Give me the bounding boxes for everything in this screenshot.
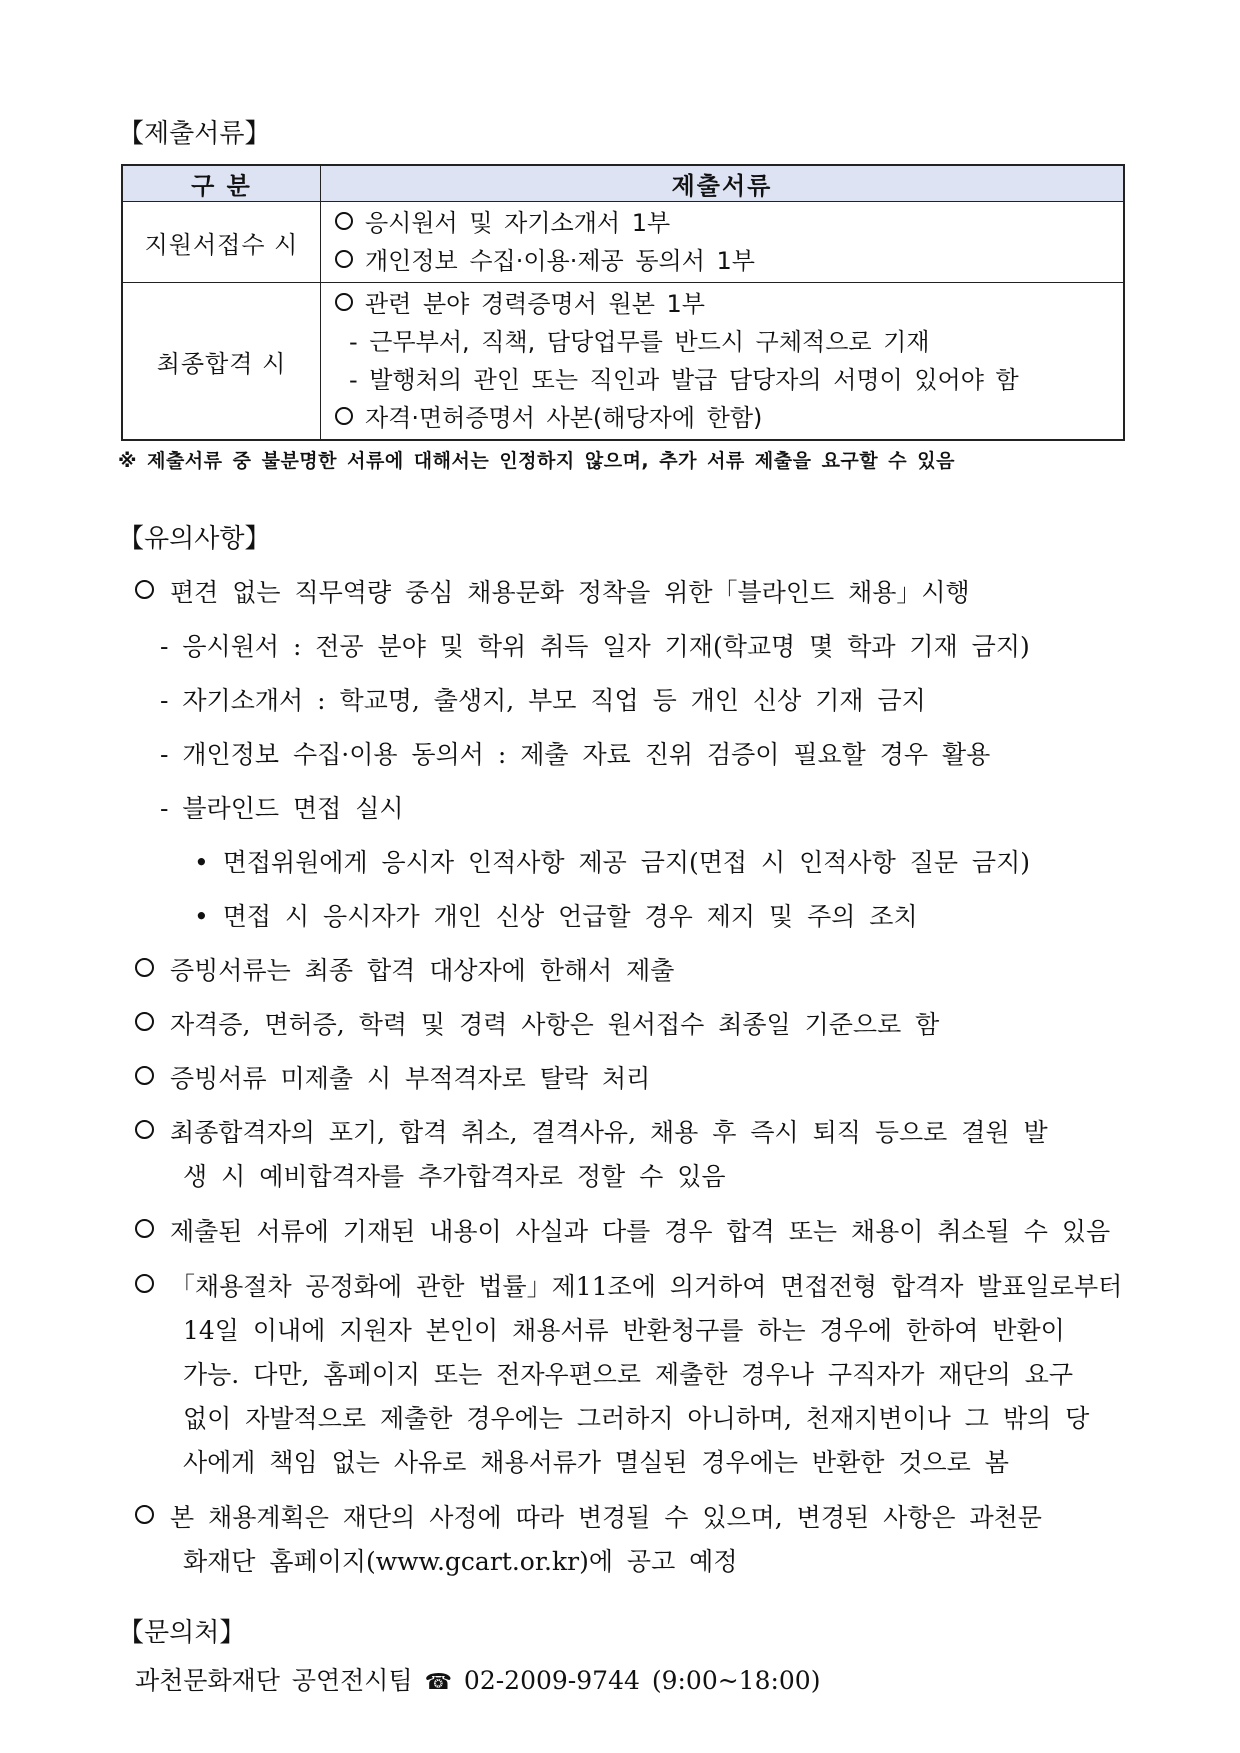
notice-subitem: - 응시원서 : 전공 분야 및 학위 취득 일자 기재(학교명 몇 학과 기재 금지) bbox=[160, 632, 1030, 661]
notice-dot-item: • 면접위원에게 응시자 인적사항 제공 금지(면접 시 인적사항 질문 금지) bbox=[194, 848, 1030, 877]
item-text: 개인정보 수집·이용·제공 동의서 1부 bbox=[365, 247, 755, 275]
notice-text: 증빙서류는 최종 합격 대상자에 한해서 제출 bbox=[170, 956, 675, 985]
table-header-row bbox=[122, 165, 1124, 202]
circle-bullet-icon bbox=[335, 407, 353, 425]
row-category-application: 지원서접수 시 bbox=[122, 202, 321, 283]
item-text: 응시원서 및 자기소개서 1부 bbox=[365, 209, 671, 237]
circle-bullet-icon bbox=[335, 212, 353, 230]
notice-item bbox=[135, 954, 674, 988]
notice-continuation: 생 시 예비합격자를 추가합격자로 정할 수 있음 bbox=[183, 1162, 726, 1191]
contact-org: 과천문화재단 공연전시팀 bbox=[135, 1666, 413, 1695]
notice-continuation: 14일 이내에 지원자 본인이 채용서류 반환청구를 하는 경우에 한하여 반환이 bbox=[183, 1316, 1065, 1345]
list-item bbox=[335, 399, 1123, 437]
notice-continuation: 가능. 다만, 홈페이지 또는 전자우편으로 제출한 경우나 구직자가 재단의 요구 bbox=[183, 1360, 1074, 1389]
list-item bbox=[335, 242, 1123, 280]
circle-bullet-icon bbox=[135, 958, 154, 977]
list-item bbox=[335, 204, 1123, 242]
notice-text: 제출된 서류에 기재된 내용이 사실과 다를 경우 합격 또는 채용이 취소될 수 있음 bbox=[170, 1217, 1111, 1246]
notice-subitem: - 자기소개서 : 학교명, 출생지, 부모 직업 등 개인 신상 기재 금지 bbox=[160, 686, 926, 715]
header-docs: 제출서류 bbox=[321, 165, 1125, 202]
notice-continuation: 없이 자발적으로 제출한 경우에는 그러하지 아니하며, 천재지변이나 그 밖의 당 bbox=[183, 1404, 1090, 1433]
row-docs-application bbox=[321, 202, 1125, 283]
notice-item bbox=[135, 1215, 1110, 1249]
contact-title: 【문의처】 bbox=[118, 1618, 246, 1648]
notice-continuation: 화재단 홈페이지(www.gcart.or.kr)에 공고 예정 bbox=[183, 1547, 738, 1576]
notice-title: 【유의사항】 bbox=[118, 524, 271, 554]
notice-text: 자격증, 면허증, 학력 및 경력 사항은 원서접수 최종일 기준으로 함 bbox=[170, 1010, 940, 1039]
notice-text: 「채용절차 공정화에 관한 법률」제11조에 의거하여 면접전형 합격자 발표일로부터 bbox=[170, 1272, 1123, 1301]
circle-bullet-icon bbox=[335, 250, 353, 268]
circle-bullet-icon bbox=[135, 1120, 154, 1139]
notice-dot-item: • 면접 시 응시자가 개인 신상 언급할 경우 제지 및 주의 조치 bbox=[194, 902, 918, 931]
notice-subitem: - 블라인드 면접 실시 bbox=[160, 794, 404, 823]
submit-docs-table bbox=[121, 164, 1125, 441]
row-docs-final bbox=[321, 283, 1125, 441]
row-category-final: 최종합격 시 bbox=[122, 283, 321, 441]
notice-item bbox=[135, 1270, 1122, 1304]
header-category: 구 분 bbox=[122, 165, 321, 202]
notice-subitem: - 개인정보 수집·이용 동의서 : 제출 자료 진위 검증이 필요할 경우 활용 bbox=[160, 740, 991, 769]
contact-phone: 02-2009-9744 bbox=[463, 1666, 640, 1695]
list-item: - 발행처의 관인 또는 직인과 발급 담당자의 서명이 있어야 함 bbox=[349, 366, 1019, 394]
phone-icon: ☎ bbox=[424, 1670, 452, 1695]
notice-text: 증빙서류 미제출 시 부적격자로 탈락 처리 bbox=[170, 1064, 651, 1093]
circle-bullet-icon bbox=[135, 1505, 154, 1524]
list-item bbox=[335, 285, 1123, 323]
list-item: - 근무부서, 직책, 담당업무를 반드시 구체적으로 기재 bbox=[349, 328, 930, 356]
notice-item bbox=[135, 1062, 650, 1096]
notice-item bbox=[135, 1008, 939, 1042]
notice-continuation: 사에게 책임 없는 사유로 채용서류가 멸실된 경우에는 반환한 것으로 봄 bbox=[183, 1448, 1009, 1477]
circle-bullet-icon bbox=[135, 1066, 154, 1085]
circle-bullet-icon bbox=[135, 1219, 154, 1238]
circle-bullet-icon bbox=[135, 1012, 154, 1031]
table-row bbox=[122, 283, 1124, 441]
item-text: 관련 분야 경력증명서 원본 1부 bbox=[365, 290, 705, 318]
contact-hours: (9:00~18:00) bbox=[651, 1666, 821, 1695]
circle-bullet-icon bbox=[335, 293, 353, 311]
circle-bullet-icon bbox=[135, 580, 154, 599]
contact-line bbox=[135, 1664, 820, 1700]
notice-text: 최종합격자의 포기, 합격 취소, 결격사유, 채용 후 즉시 퇴직 등으로 결원 발 bbox=[170, 1118, 1048, 1147]
circle-bullet-icon bbox=[135, 1274, 154, 1293]
notice-item bbox=[135, 1116, 1048, 1150]
notice-item bbox=[135, 1501, 1042, 1535]
item-text: 자격·면허증명서 사본(해당자에 한함) bbox=[365, 404, 763, 432]
notice-item bbox=[135, 576, 970, 610]
notice-text: 편견 없는 직무역량 중심 채용문화 정착을 위한「블라인드 채용」시행 bbox=[170, 578, 970, 607]
table-row bbox=[122, 202, 1124, 283]
submit-docs-title: 【제출서류】 bbox=[118, 119, 271, 149]
notice-text: 본 채용계획은 재단의 사정에 따라 변경될 수 있으며, 변경된 사항은 과천문 bbox=[170, 1503, 1042, 1532]
submit-docs-note: ※ 제출서류 중 불분명한 서류에 대해서는 인정하지 않으며, 추가 서류 제출을 요구할 수 있음 bbox=[118, 450, 955, 472]
